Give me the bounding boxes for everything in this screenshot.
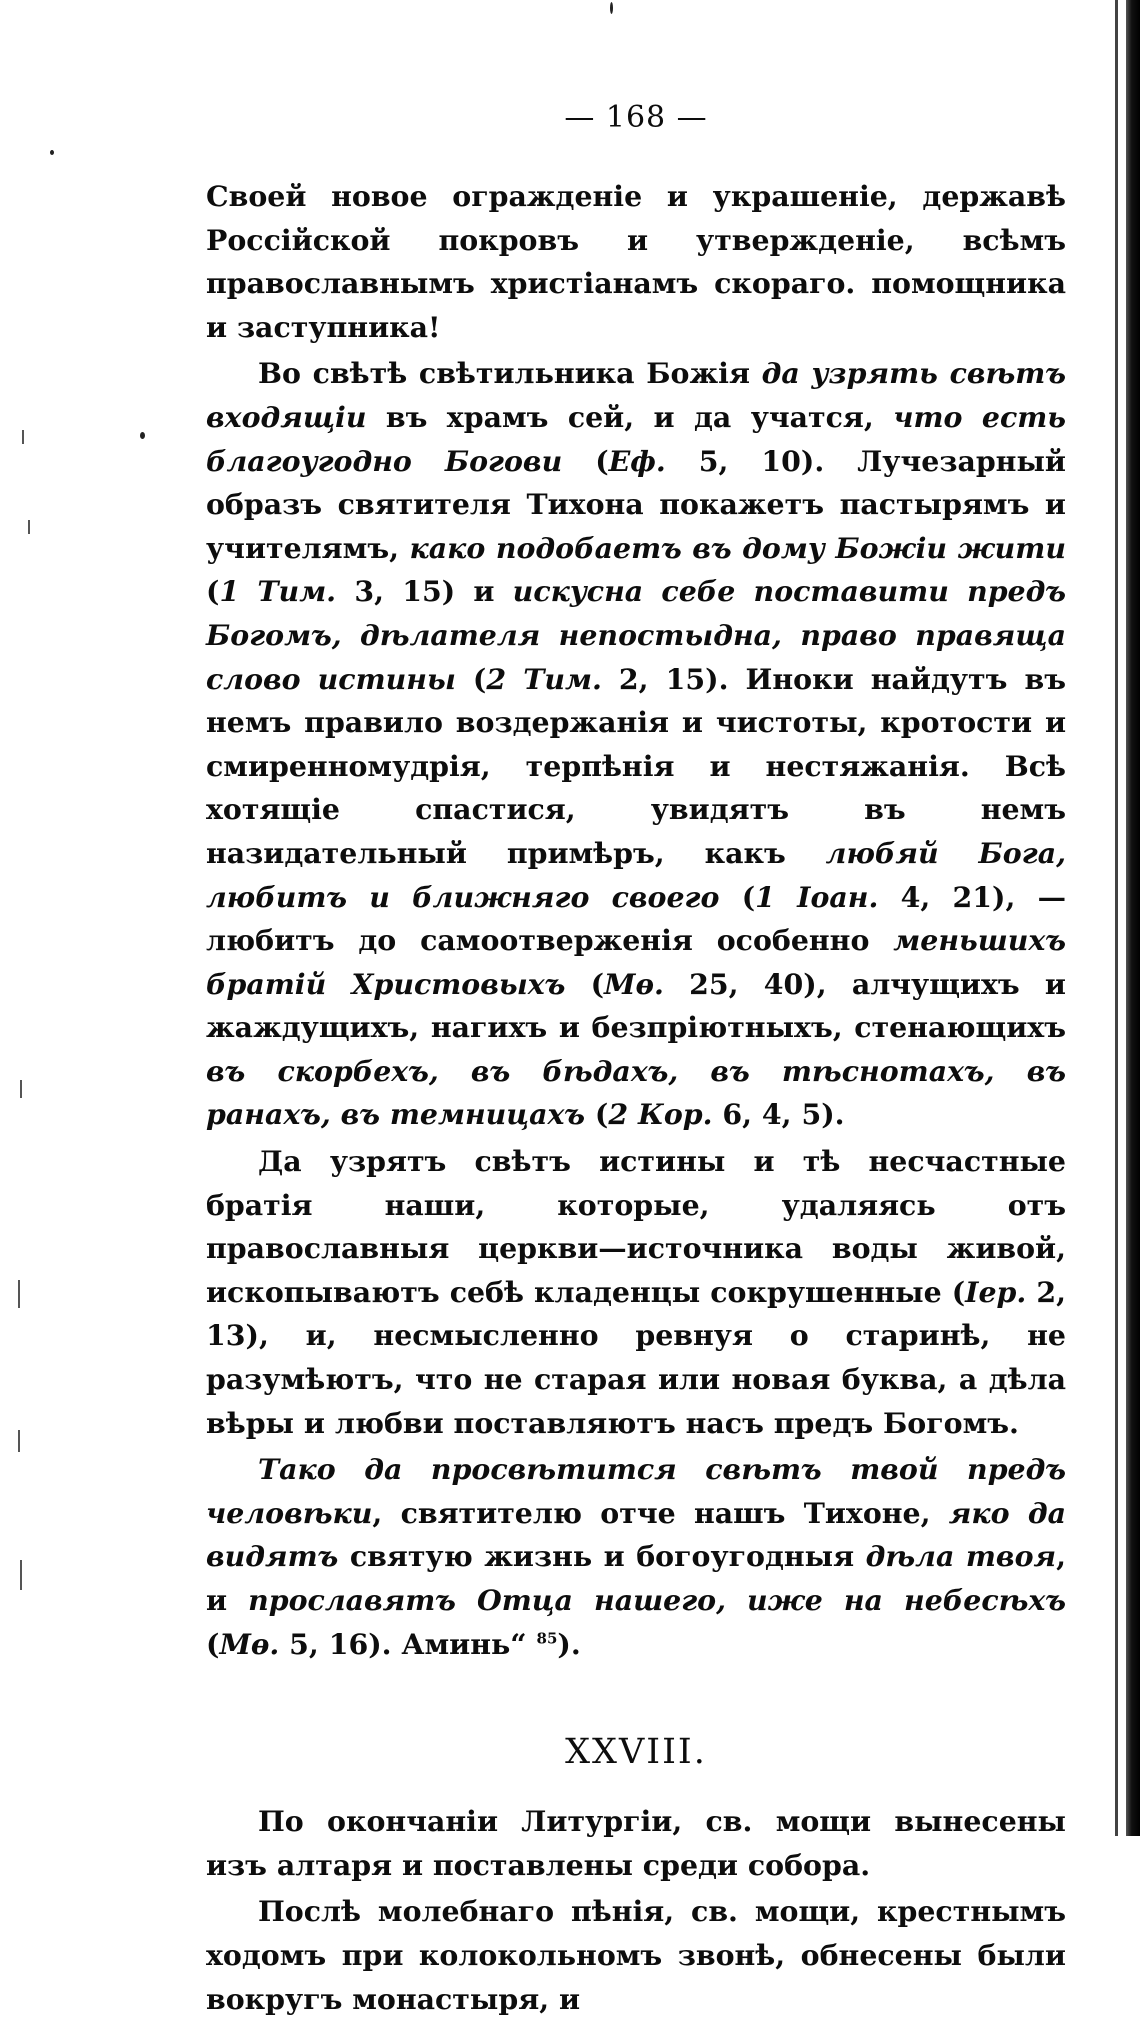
text-run: 25, 40), алчущихъ и жаждущихъ, нагихъ и безпріютныхъ, стенающихъ <box>206 966 1066 1045</box>
text-run: Во свѣтѣ свѣтильника Божія <box>258 356 762 391</box>
text-run: 3, 15) и <box>336 574 513 609</box>
italic-run: Іер. <box>965 1274 1027 1309</box>
italic-run: да узрять свѣтъ входящіи <box>206 356 1066 434</box>
italic-run: любяй Бога, любитъ и ближняго своего <box>206 835 1066 914</box>
italic-run: 1 Тим. <box>219 574 337 609</box>
paragraph <box>206 1800 1066 1887</box>
text-run: ( <box>585 1097 609 1132</box>
text-run: ). <box>557 1626 581 1661</box>
scan-mark <box>20 1080 22 1098</box>
scan-mark <box>18 1280 20 1308</box>
scan-speck <box>140 432 145 439</box>
section-heading: XXVIII. <box>565 1732 707 1773</box>
italic-run: Еф. <box>608 443 666 478</box>
text-run: 6, 4, 5). <box>712 1097 845 1132</box>
italic-run: Мѳ. <box>604 966 664 1001</box>
text-run: 5, 10). Лучезарный образъ святителя Тихона покажетъ пастырямъ и учителямъ, <box>206 443 1066 565</box>
scan-mark <box>22 430 24 444</box>
text-run: По окончаніи Литургіи, св. мощи вынесены изъ алтаря и поставлены среди собора. <box>206 1804 1066 1882</box>
scan-mark <box>20 1560 22 1590</box>
page-number: — 168 — <box>564 100 708 135</box>
italic-run: Мѳ. <box>219 1626 280 1661</box>
paragraph <box>206 352 1066 1137</box>
italic-run: 1 Іоан. <box>755 879 879 914</box>
main-text <box>206 175 1066 1666</box>
italic-run: искусна себе поставити предъ Богомъ, дѣлателя непостыдна, право правяща слово истины <box>206 574 1067 696</box>
italic-run: меньшихъ братій Христовыхъ <box>206 923 1066 1001</box>
text-run: Послѣ молебнаго пѣнія, св. мощи, крестнымъ ходомъ при колокольномъ звонѣ, обнесены были вокругъ монастыря, и <box>206 1894 1066 2016</box>
italic-run: дѣла твоя <box>865 1539 1057 1574</box>
paragraph <box>206 1140 1066 1445</box>
scan-speck <box>50 150 54 155</box>
text-run: 4, 21), — любитъ до самоотверженія особенно <box>206 879 1066 958</box>
scan-mark <box>28 520 30 534</box>
book-page <box>206 100 1066 2021</box>
scan-edge-line <box>1115 0 1118 1836</box>
scan-edge-shadow <box>1126 0 1140 1836</box>
italic-run: прославятъ Отца нашего, иже на небесѣхъ <box>248 1583 1066 1617</box>
scan-mark <box>18 1430 20 1452</box>
italic-run: Тако да просвѣтится свѣтъ твой предъ человѣки <box>206 1452 1066 1530</box>
paragraph <box>206 1890 1066 2021</box>
text-run: Да узрятъ свѣтъ истины и тѣ несчастные братія наши, которые, удаляясь отъ православныя церкви—источника воды живой, ископываютъ себѣ кладенцы сокрушенные ( <box>206 1144 1066 1309</box>
text-run: ( <box>719 879 756 914</box>
text-run: 2, 15). Иноки найдутъ въ немъ правило воздержанія и чистоты, кротости и смиренномудрія, терпѣнія и нестяжанія. Всѣ хотящіе спастися, увидятъ въ немъ назидательный примѣръ, какъ <box>206 661 1066 870</box>
text-run: въ храмъ сей, и да учатся, <box>366 399 894 434</box>
text-run: 5, 16). Аминь“ <box>279 1626 537 1661</box>
text-run: ( <box>565 966 605 1001</box>
text-run: Своей новое огражденіе и украшеніе, державѣ Россійской покровъ и утвержденіе, всѣмъ православнымъ христіанамъ скораго. помощника и заступника! <box>206 179 1066 344</box>
text-run: , святителю отче нашъ Тихоне, <box>372 1495 949 1530</box>
italic-run: 2 Тим. <box>486 661 602 696</box>
italic-run: въ скорбехъ, въ бѣдахъ, въ тѣснотахъ, въ ранахъ, въ темницахъ <box>206 1053 1066 1132</box>
italic-run: что есть благоугодно Богови <box>206 399 1066 478</box>
paragraph <box>206 1448 1066 1666</box>
text-run: святую жизнь и богоугодныя <box>338 1539 866 1574</box>
text-run: ( <box>562 443 609 478</box>
text-run: ( <box>206 574 220 609</box>
scan-speck <box>610 2 613 14</box>
paragraph <box>206 175 1066 349</box>
section-text <box>206 1800 1066 2021</box>
text-run: ( <box>206 1626 220 1661</box>
text-run: , и <box>206 1539 1066 1617</box>
text-run: 2, 13), и, несмысленно ревнуя о старинѣ, не разумѣютъ, что не старая или новая буква, а дѣла вѣры и любви поставляютъ насъ предъ Богомъ. <box>206 1274 1066 1440</box>
italic-run: яко да видятъ <box>206 1495 1066 1574</box>
italic-run: како подобаетъ въ дому Божіи жити <box>409 530 1066 565</box>
text-run: ( <box>455 661 487 696</box>
italic-run: 2 Кор. <box>608 1097 713 1132</box>
footnote-ref: 85 <box>536 1629 558 1648</box>
